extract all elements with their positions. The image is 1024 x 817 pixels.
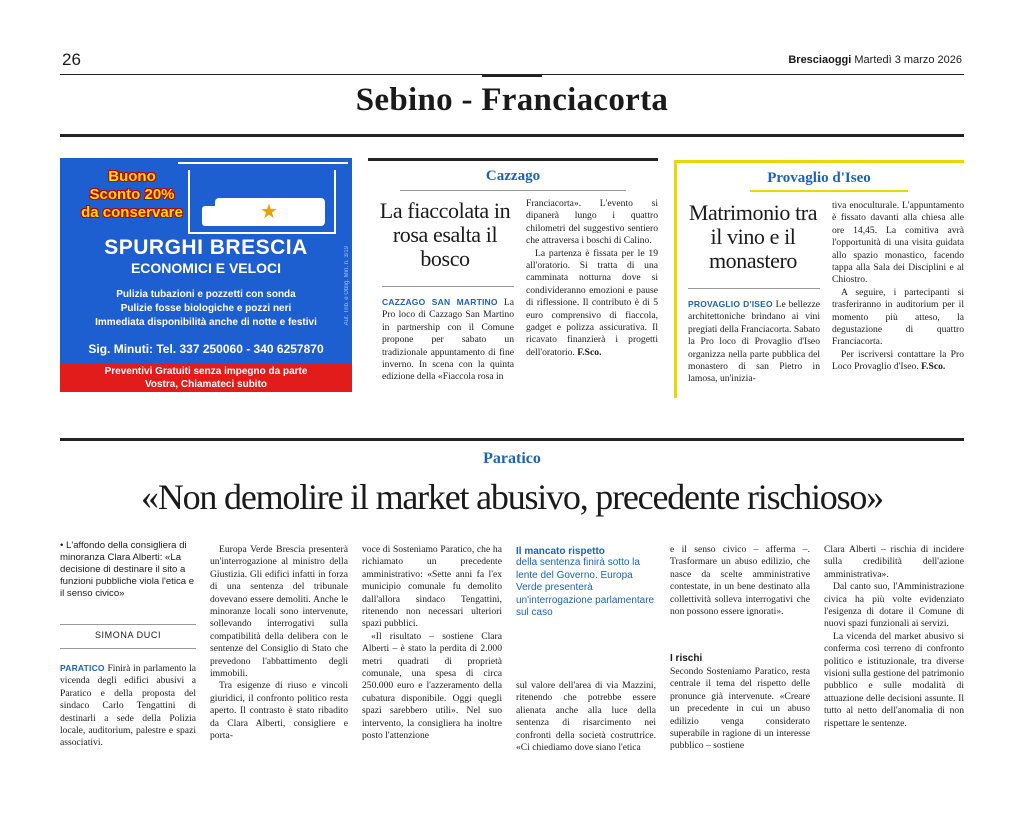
paratico-text-3: Tra esigenze di riuso e vincoli giuridici, il confronto politico resta aperto. Il contrasto è stato ribadito da Clara Alberti, consigliere e porta- — [210, 680, 348, 742]
provaglio-kicker-rule — [750, 190, 908, 192]
cazzago-text-2: Franciacorta». L'evento si dipanerà lungo i quattro chilometri del suggestivo sentiero che attraversa i boschi di Calino. — [526, 198, 658, 247]
issue-date: Martedì 3 marzo 2026 — [854, 54, 962, 66]
ad-service-line: Pulizia tubazioni e pozzetti con sonda — [116, 289, 296, 300]
cazzago-text-1: La Pro loco di Cazzago San Martino in partnership con il Comune propone per sabato un tradizionale appuntamento di fine inverno. In scena con la quinta edizione della «Fiaccola rosa in — [382, 297, 514, 383]
provaglio-headline: Matrimonio tra il vino e il monastero — [688, 200, 818, 273]
page-number: 26 — [62, 50, 81, 69]
cazzago-column-2 — [526, 198, 658, 359]
ad-bottom-line: Preventivi Gratuiti senza impegno da parte — [104, 366, 308, 377]
paratico-text-5: «Il risultato – sostiene Clara Alberti – è stato la perdita di 2.000 metri quadrati di proprietà comunale, una spesa di circa 250.000 euro e l'azzeramento della cubatura disponibile. Oggi quegli spazi sarebbero utili». Nel suo intervento, la consigliera ha inoltre posto l'attenzione — [362, 630, 502, 742]
paratico-author-rule-bottom — [60, 648, 196, 649]
cazzago-kicker-rule — [400, 190, 626, 191]
paratico-headline: «Non demolire il market abusivo, precedente rischioso» — [141, 477, 883, 517]
ad-services — [60, 288, 352, 330]
paratico-callout-box — [516, 546, 656, 642]
paratico-kicker: Paratico — [483, 450, 541, 467]
ad-phone: Sig. Minuti: Tel. 337 250060 - 340 6257870 — [88, 342, 324, 356]
provaglio-lead: PROVAGLIO D'ISEO — [688, 299, 773, 309]
paratico-column-5b — [670, 666, 810, 753]
provaglio-text-1: Le bellezze architettoniche brindano ai vini pregiati della Franciacorta. Sabato la Pro loco di Provaglio d'Iseo organizza nella parte pubblica del monastero di san Pietro in lamosa, un'inizia- — [688, 299, 820, 385]
paratico-lead: PARATICO — [60, 663, 105, 673]
paratico-text-1: Finirà in parlamento la vicenda degli edifici abusivi a Paratico e della proposta del sindaco Carlo Tengattini di destinarli a sede della Polizia locale, auditorium, palestre e spazi associativi. — [60, 663, 196, 749]
paratico-text-7: e il senso civico – afferma –. Trasformare un abuso edilizio, che nasce da scelte amministrative contestate, in un bene destinato alla collettività solleva interrogativi che non possono essere ignorati». — [670, 544, 810, 618]
paratico-author-rule-top — [60, 624, 196, 625]
provaglio-column-1 — [688, 298, 820, 386]
paratico-column-2 — [210, 544, 348, 743]
ad-bottom-line: Vostra, Chiamateci subito — [144, 379, 268, 390]
provaglio-signature: F.Sco. — [921, 361, 946, 373]
cazzago-text-3: La partenza è fissata per le 19 all'oratorio. Si tratta di una camminata notturna dove si condivideranno emozioni e pause di riflessione. Il contributo è di 5 euro comprensivo di fiaccola, gadget e polizza assicurativa. Il ricavato finanzierà i progetti dell'oratorio. — [526, 247, 658, 358]
paratico-column-1 — [60, 662, 196, 750]
paratico-text-8: Secondo Sosteniamo Paratico, resta centrale il tema del rispetto delle pronunce già intervenute. «Creare un precedente in cui un abuso edilizio venga considerato superabile in ragione di un interesse pubblico – sostiene — [670, 666, 810, 752]
cazzago-headline: La fiaccolata in rosa esalta il bosco — [379, 198, 511, 271]
cazzago-headline-rule — [382, 286, 514, 287]
paratico-column-3 — [362, 544, 502, 743]
discount-badge: Buono Sconto 20% da conservare — [81, 168, 183, 221]
paratico-column-4 — [516, 680, 656, 754]
star-icon: ★ — [260, 201, 278, 223]
cazzago-lead: CAZZAGO SAN MARTINO — [382, 297, 498, 307]
paratico-text-2: Europa Verde Brescia presenterà un'interrogazione al ministro della Giustizia. Gli edifici infatti in forza di una sentenza del tribunale dovevano essere demoliti. Anche le minoranze locali sono intervenute, sollevando interrogativi sulla compatibilità della delibera con le sentenze del Consiglio di Stato che prevedono l'abbattimento degli immobili. — [210, 544, 348, 680]
paratico-text-10: Dal canto suo, l'Amministrazione civica ha più volte evidenziato l'esigenza di dotare il Comune di nuovi spazi funzionali ai servizi. — [824, 581, 964, 630]
ad-company-name: SPURGHI BRESCIA — [104, 236, 308, 259]
ad-service-line: Pulizie fosse biologiche e pozzi neri — [120, 303, 292, 314]
masthead — [788, 54, 962, 66]
provaglio-headline-rule — [688, 288, 820, 289]
paratico-column-6 — [824, 544, 964, 730]
cazzago-signature: F.Sco. — [577, 346, 602, 358]
paratico-text-9: Clara Alberti – rischia di incidere sulla credibilità dell'azione amministrativa». — [824, 544, 964, 580]
paratico-text-4: voce di Sosteniamo Paratico, che ha richiamato un precedente amministrativo: «Sette anni fa l'ex municipio comunale fu demolito dall'allora sindaco Tengattini, ritenendo non necessari ulteriori spazi pubblici. — [362, 544, 502, 630]
paratico-top-rule — [60, 438, 964, 441]
ad-authorization: Aut. Trib. e Oblig. Min. n. 3/19 — [344, 246, 350, 326]
callout-title: Il mancato rispetto — [516, 546, 605, 557]
paratico-subhead: I rischi — [670, 653, 703, 664]
header-rule-accent — [482, 74, 542, 77]
provaglio-text-3: A seguire, i partecipanti si trasferiranno in auditorium per il momento più atteso, la degustazione di quattro Franciacorta. — [832, 286, 964, 348]
provaglio-text-2: tiva enoculturale. L'appuntamento è fissato davanti alla chiesa alle ore 14,45. La comitiva avrà l'opportunità di una visita guidata allo spazio monastico, facendo tappa alla Sala dei Disciplini e al Chiostro. — [832, 200, 964, 286]
provaglio-kicker: Provaglio d'Iseo — [767, 170, 871, 186]
paratico-author: SIMONA DUCI — [94, 630, 162, 640]
ad-tagline: ECONOMICI E VELOCI — [130, 260, 282, 276]
section-rule — [60, 134, 964, 137]
callout-text: della sentenza finirà sotto la lente del Governo. Europa Verde presenterà un'interrogazione parlamentare sul caso — [516, 557, 655, 618]
provaglio-text-4: Per iscriversi contattare la Pro Loco Provaglio d'Iseo. — [832, 348, 964, 373]
paratico-text-11: La vicenda del market abusivo si conferma così terreno di confronto politico e istituzionale, tra diverse visioni sulla gestione del patrimonio pubblico e sulle modalità di attuazione delle decisioni assunte. Il tutto al netto dell'anomalia di non rispettare le sentenze. — [824, 630, 964, 729]
cazzago-kicker: Cazzago — [485, 168, 541, 184]
provaglio-side-rule — [674, 160, 677, 398]
cazzago-column-1 — [382, 296, 514, 384]
paratico-column-5 — [670, 544, 810, 618]
brand-name: Bresciaoggi — [788, 54, 852, 66]
cazzago-top-rule — [368, 158, 658, 161]
provaglio-column-2 — [832, 200, 964, 374]
paratico-text-6: sul valore dell'area di via Mazzini, ritenendo che potrebbe essere alienata anche alla luce della sentenza di risarcimento nei confronti della società costruttrice. «Ci chiediamo dove siano l'etica — [516, 680, 656, 754]
paratico-summary: • L'affondo della consigliera di minoranza Clara Alberti: «La decisione di destinare il sito a funzioni pubbliche viola l'etica e il senso civico» — [60, 540, 195, 599]
advertisement[interactable] — [60, 158, 352, 392]
section-title: Sebino - Franciacorta — [355, 82, 669, 118]
ad-service-line: Immediata disponibilità anche di notte e festivi — [95, 317, 317, 328]
ad-bottom-banner — [60, 364, 352, 392]
provaglio-top-rule — [674, 160, 964, 163]
